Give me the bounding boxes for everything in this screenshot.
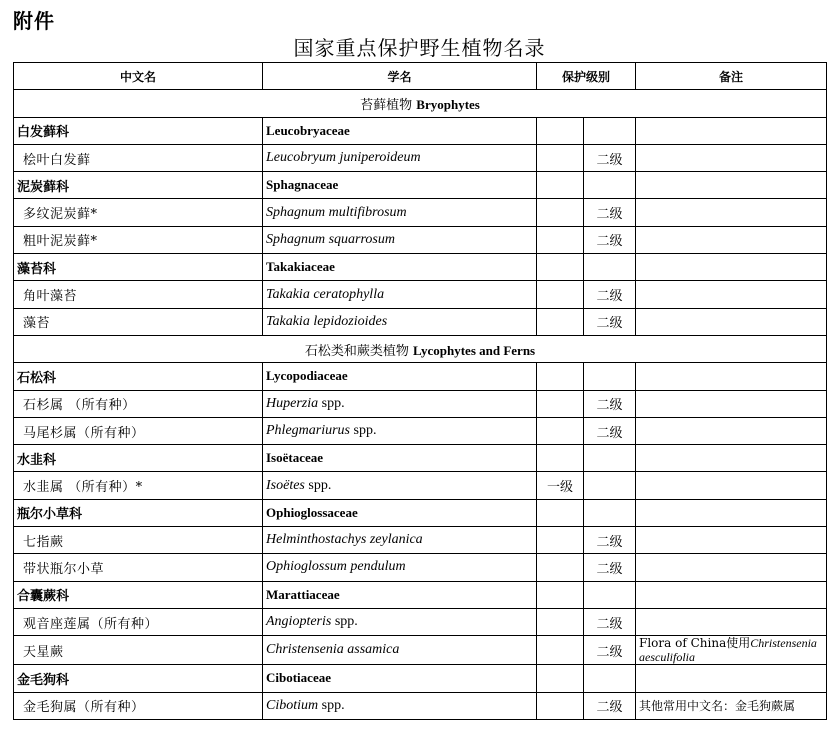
species-row xyxy=(14,472,827,499)
level-1-cell xyxy=(537,117,584,144)
level-1-cell xyxy=(537,608,584,635)
level-1-cell xyxy=(537,363,584,390)
family-row xyxy=(14,117,827,144)
species-name-cn: 七指蕨 xyxy=(14,527,263,554)
note-cell xyxy=(636,390,827,417)
species-name-scientific xyxy=(263,472,537,499)
family-name-scientific: Ophioglossaceae xyxy=(263,499,537,526)
column-header-scientific-name: 学名 xyxy=(263,63,537,90)
level-1-cell xyxy=(537,581,584,608)
family-row xyxy=(14,254,827,281)
note-cell xyxy=(636,308,827,335)
species-name-scientific xyxy=(263,527,537,554)
family-name-cn: 泥炭藓科 xyxy=(14,172,263,199)
family-name-scientific: Isoëtaceae xyxy=(263,445,537,472)
page-title: 国家重点保护野生植物名录 xyxy=(293,36,546,60)
family-name-cn: 藻苔科 xyxy=(14,254,263,281)
family-name-scientific: Sphagnaceae xyxy=(263,172,537,199)
note-cell xyxy=(636,117,827,144)
scientific-name-suffix: spp. xyxy=(350,423,377,438)
level-1-cell xyxy=(537,144,584,171)
level-1-cell xyxy=(537,445,584,472)
species-name-scientific xyxy=(263,281,537,308)
family-name-scientific: Leucobryaceae xyxy=(263,117,537,144)
level-2-cell: 二级 xyxy=(584,527,636,554)
note-cell xyxy=(636,581,827,608)
level-1-cell xyxy=(537,665,584,692)
level-2-cell xyxy=(584,499,636,526)
note-cell xyxy=(636,608,827,635)
note-cell xyxy=(636,665,827,692)
scientific-name-italic: Isoëtes xyxy=(266,477,305,493)
note-text: 其他常用中文名：金毛狗蕨属 xyxy=(639,698,796,713)
level-2-cell: 二级 xyxy=(584,417,636,444)
family-row xyxy=(14,665,827,692)
note-cell xyxy=(636,363,827,390)
level-2-cell: 二级 xyxy=(584,390,636,417)
species-name-cn: 粗叶泥炭藓* xyxy=(14,226,263,253)
species-name-scientific xyxy=(263,199,537,226)
species-row xyxy=(14,636,827,665)
note-cell xyxy=(636,417,827,444)
note-cell xyxy=(636,636,827,665)
scientific-name-italic: Takakia lepidozioides xyxy=(266,313,388,329)
group-name-en: Bryophytes xyxy=(416,96,480,112)
species-name-cn: 藻苔 xyxy=(14,308,263,335)
species-name-scientific xyxy=(263,554,537,581)
note-scientific-name: Christensenia aesculifolia xyxy=(639,636,817,665)
note-cell xyxy=(636,527,827,554)
species-name-cn: 马尾杉属（所有种） xyxy=(14,417,263,444)
level-2-cell: 二级 xyxy=(584,308,636,335)
species-name-scientific xyxy=(263,390,537,417)
group-header-cell xyxy=(14,335,827,362)
scientific-name-italic: Phlegmariurus xyxy=(266,423,350,438)
level-2-cell xyxy=(584,472,636,499)
scientific-name-italic: Angiopteris xyxy=(266,614,332,630)
level-2-cell xyxy=(584,445,636,472)
note-cell xyxy=(636,226,827,253)
level-2-cell: 二级 xyxy=(584,199,636,226)
family-name-scientific: Marattiaceae xyxy=(263,581,537,608)
level-2-cell: 二级 xyxy=(584,608,636,635)
level-1-cell: 一级 xyxy=(537,472,584,499)
level-2-cell: 二级 xyxy=(584,144,636,171)
level-1-cell xyxy=(537,199,584,226)
group-header-row xyxy=(14,335,827,362)
family-row xyxy=(14,445,827,472)
level-2-cell: 二级 xyxy=(584,554,636,581)
level-1-cell xyxy=(537,417,584,444)
family-name-cn: 水韭科 xyxy=(14,445,263,472)
species-row xyxy=(14,692,827,719)
scientific-name-italic: Cibotium xyxy=(266,697,319,713)
species-name-scientific xyxy=(263,636,537,665)
column-header-chinese-name: 中文名 xyxy=(14,63,263,90)
group-header-cell xyxy=(14,90,827,117)
note-cell xyxy=(636,144,827,171)
species-name-cn: 金毛狗属（所有种） xyxy=(14,692,263,719)
note-cell xyxy=(636,172,827,199)
species-row xyxy=(14,281,827,308)
family-row xyxy=(14,499,827,526)
level-1-cell xyxy=(537,636,584,665)
note-cell xyxy=(636,281,827,308)
level-2-cell xyxy=(584,172,636,199)
level-1-cell xyxy=(537,254,584,281)
family-name-cn: 白发藓科 xyxy=(14,117,263,144)
level-1-cell xyxy=(537,692,584,719)
family-row xyxy=(14,363,827,390)
note-cell xyxy=(636,199,827,226)
species-name-cn: 带状瓶尔小草 xyxy=(14,554,263,581)
species-name-cn: 角叶藻苔 xyxy=(14,281,263,308)
scientific-name-italic: Takakia ceratophylla xyxy=(266,286,385,302)
level-2-cell: 二级 xyxy=(584,636,636,665)
species-row xyxy=(14,527,827,554)
species-row xyxy=(14,144,827,171)
note-cell xyxy=(636,254,827,281)
species-name-cn: 观音座莲属（所有种） xyxy=(14,608,263,635)
level-1-cell xyxy=(537,499,584,526)
family-name-cn: 瓶尔小草科 xyxy=(14,499,263,526)
attachment-label: 附件 xyxy=(13,9,55,33)
family-name-cn: 石松科 xyxy=(14,363,263,390)
level-2-cell: 二级 xyxy=(584,226,636,253)
scientific-name-italic: Sphagnum squarrosum xyxy=(266,231,395,247)
level-1-cell xyxy=(537,390,584,417)
scientific-name-italic: Helminthostachys zeylanica xyxy=(266,532,423,548)
species-row xyxy=(14,226,827,253)
protected-plants-table xyxy=(13,62,827,720)
group-name-cn: 石松类和蕨类植物 xyxy=(304,343,409,359)
note-text: Flora of China使用 xyxy=(639,636,751,651)
level-1-cell xyxy=(537,172,584,199)
species-name-cn: 天星蕨 xyxy=(14,636,263,665)
species-name-scientific xyxy=(263,144,537,171)
scientific-name-suffix: spp. xyxy=(304,477,332,493)
note-cell xyxy=(636,554,827,581)
species-row xyxy=(14,608,827,635)
column-header-protection-level: 保护级别 xyxy=(537,63,636,90)
species-name-scientific xyxy=(263,692,537,719)
family-name-cn: 金毛狗科 xyxy=(14,665,263,692)
level-2-cell: 二级 xyxy=(584,692,636,719)
note-cell xyxy=(636,692,827,719)
note-cell xyxy=(636,472,827,499)
family-name-cn: 合囊蕨科 xyxy=(14,581,263,608)
scientific-name-suffix: spp. xyxy=(318,697,345,713)
species-name-cn: 水韭属 （所有种）* xyxy=(14,472,263,499)
note-cell xyxy=(636,445,827,472)
level-2-cell xyxy=(584,665,636,692)
note-cell xyxy=(636,499,827,526)
species-name-scientific xyxy=(263,608,537,635)
table-header-row xyxy=(14,63,827,90)
level-1-cell xyxy=(537,308,584,335)
species-row xyxy=(14,308,827,335)
level-1-cell xyxy=(537,281,584,308)
level-1-cell xyxy=(537,554,584,581)
level-2-cell: 二级 xyxy=(584,281,636,308)
group-name-cn: 苔藓植物 xyxy=(360,97,413,113)
level-2-cell xyxy=(584,581,636,608)
scientific-name-italic: Ophioglossum pendulum xyxy=(266,559,406,575)
level-1-cell xyxy=(537,226,584,253)
level-2-cell xyxy=(584,117,636,144)
family-name-scientific: Lycopodiaceae xyxy=(263,363,537,390)
species-name-scientific xyxy=(263,226,537,253)
species-name-scientific xyxy=(263,308,537,335)
scientific-name-italic: Huperzia xyxy=(266,395,319,411)
scientific-name-italic: Christensenia assamica xyxy=(266,642,400,658)
scientific-name-italic: Sphagnum multifibrosum xyxy=(266,204,407,220)
group-header-row xyxy=(14,90,827,117)
group-name-en: Lycophytes and Ferns xyxy=(413,342,536,358)
level-1-cell xyxy=(537,527,584,554)
scientific-name-italic: Leucobryum juniperoideum xyxy=(266,150,421,166)
table-body xyxy=(14,90,827,720)
species-row xyxy=(14,554,827,581)
species-row xyxy=(14,390,827,417)
scientific-name-suffix: spp. xyxy=(331,614,358,630)
column-header-remarks: 备注 xyxy=(636,63,827,90)
family-name-scientific: Cibotiaceae xyxy=(263,665,537,692)
species-name-scientific xyxy=(263,417,537,444)
species-row xyxy=(14,199,827,226)
family-row xyxy=(14,581,827,608)
level-2-cell xyxy=(584,254,636,281)
species-name-cn: 多纹泥炭藓* xyxy=(14,199,263,226)
scientific-name-suffix: spp. xyxy=(318,395,345,411)
species-name-cn: 桧叶白发藓 xyxy=(14,144,263,171)
level-2-cell xyxy=(584,363,636,390)
family-name-scientific: Takakiaceae xyxy=(263,254,537,281)
species-name-cn: 石杉属 （所有种） xyxy=(14,390,263,417)
species-row xyxy=(14,417,827,444)
family-row xyxy=(14,172,827,199)
